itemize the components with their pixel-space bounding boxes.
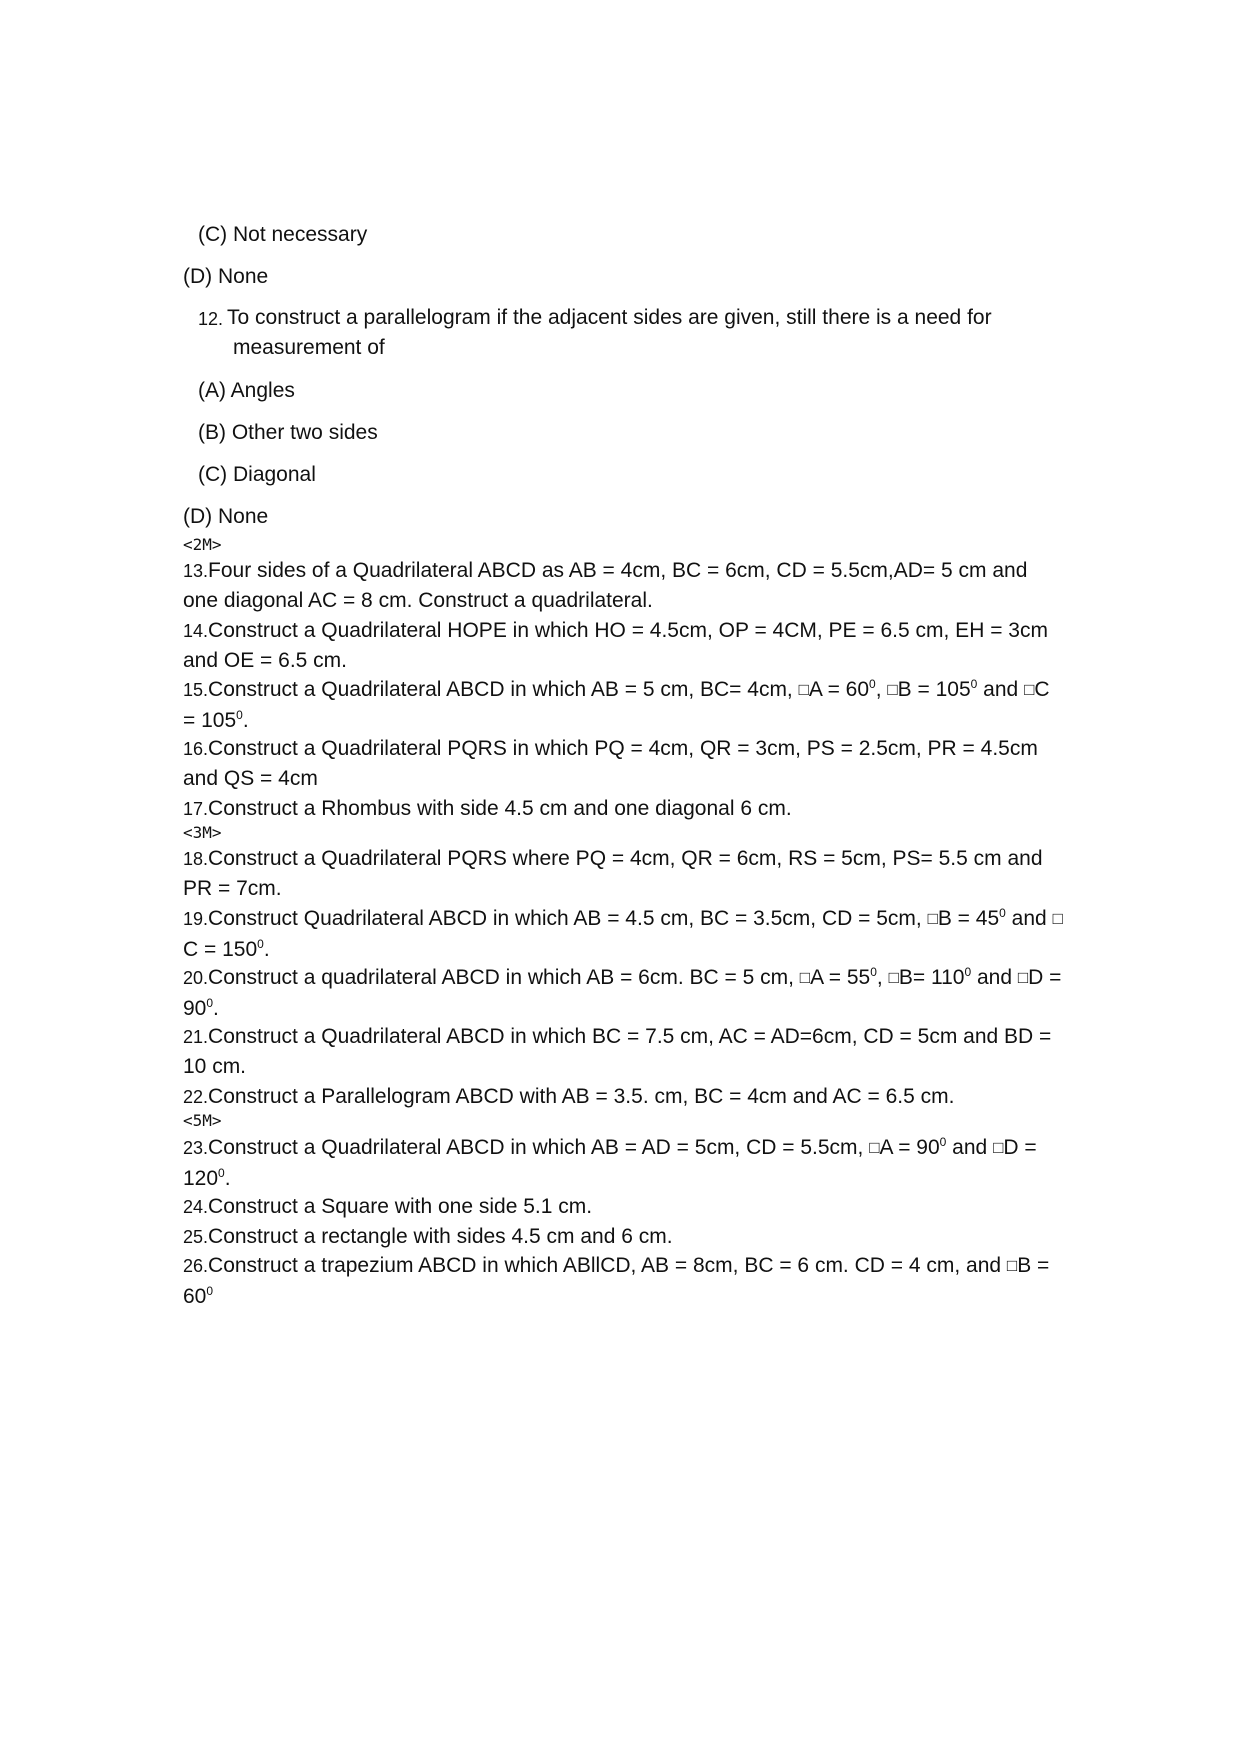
separator: and — [1005, 907, 1053, 930]
degree-superscript: 0 — [970, 677, 978, 691]
angle-symbol-icon: □ — [1017, 968, 1029, 987]
question-16 — [183, 734, 1063, 794]
marks-label-3m: <3M> — [183, 823, 222, 842]
question-text: Construct Quadrilateral ABCD in which AB = 4.5 cm, BC = 3.5cm, CD = 5cm, — [208, 907, 928, 930]
question-text: Construct a Square with one side 5.1 cm. — [208, 1195, 593, 1218]
question-number: 15. — [183, 680, 209, 700]
angle-symbol-icon: □ — [798, 680, 809, 699]
separator: . — [224, 1167, 231, 1190]
question-number: 23. — [183, 1138, 209, 1158]
question-13 — [183, 556, 1063, 616]
angle-symbol-icon: □ — [888, 968, 899, 987]
question-12-number: 12. — [198, 309, 224, 329]
question-number: 18. — [183, 849, 209, 869]
question-number: 17. — [183, 799, 209, 819]
marks-label-5m: <5M> — [183, 1111, 222, 1130]
angle-value: B = 105 — [897, 678, 971, 701]
degree-superscript: 0 — [869, 677, 876, 691]
question-text: Construct a Parallelogram ABCD with AB = 3.5. cm, BC = 4cm and AC = 6.5 cm. — [208, 1085, 955, 1108]
question-number: 20. — [183, 968, 209, 988]
angle-value: A = 55 — [810, 966, 871, 989]
angle-value: B = 60 — [183, 1254, 1050, 1308]
question-text: Construct a Quadrilateral PQRS in which PQ = 4cm, QR = 3cm, PS = 2.5cm, PR = 4.5cm and QS = 4cm — [183, 737, 1038, 790]
question-18 — [183, 844, 1063, 904]
question-15 — [183, 675, 1063, 736]
question-12-line2: measurement of — [233, 336, 385, 359]
question-number: 16. — [183, 739, 209, 759]
question-text: Construct a trapezium ABCD in which ABllCD, AB = 8cm, BC = 6 cm. CD = 4 cm, and — [208, 1254, 1007, 1277]
separator: . — [242, 709, 249, 732]
q12-option-b: (B) Other two sides — [198, 421, 378, 444]
degree-superscript: 0 — [999, 906, 1006, 920]
q12-option-c: (C) Diagonal — [198, 463, 316, 486]
angle-value: A = 90 — [879, 1136, 940, 1159]
question-12-line1: To construct a parallelogram if the adjacent sides are given, still there is a need for — [227, 306, 992, 329]
angle-value: A = 60 — [808, 678, 870, 701]
degree-superscript: 0 — [964, 965, 972, 979]
question-19 — [183, 904, 1063, 965]
question-text: Construct a Rhombus with side 4.5 cm and one diagonal 6 cm. — [208, 797, 792, 820]
question-number: 26. — [183, 1256, 209, 1276]
q12-option-a: (A) Angles — [198, 379, 295, 402]
degree-superscript: 0 — [218, 1166, 225, 1180]
question-text: Construct a Quadrilateral HOPE in which HO = 4.5cm, OP = 4CM, PE = 6.5 cm, EH = 3cm and OE = 6.5 cm. — [183, 619, 1048, 672]
question-number: 22. — [183, 1087, 209, 1107]
degree-superscript: 0 — [236, 708, 243, 722]
degree-superscript: 0 — [206, 996, 214, 1010]
question-26 — [183, 1251, 1063, 1312]
question-14 — [183, 616, 1063, 676]
angle-value: B = 45 — [937, 907, 1000, 930]
separator: and — [971, 966, 1018, 989]
separator: , — [875, 678, 888, 701]
question-23 — [183, 1133, 1063, 1194]
degree-superscript: 0 — [870, 965, 877, 979]
degree-superscript: 0 — [206, 1284, 214, 1298]
degree-superscript: 0 — [257, 937, 264, 951]
option-d-none: (D) None — [183, 265, 269, 288]
separator: , — [876, 966, 889, 989]
question-21 — [183, 1022, 1063, 1082]
angle-symbol-icon: □ — [799, 968, 811, 987]
angle-symbol-icon: □ — [1052, 909, 1063, 928]
question-text: Construct a Quadrilateral ABCD in which AB = 5 cm, BC= 4cm, — [208, 678, 799, 701]
question-text: Construct a Quadrilateral PQRS where PQ = 4cm, QR = 6cm, RS = 5cm, PS= 5.5 cm and PR = 7cm. — [183, 847, 1043, 900]
question-text: Construct a Quadrilateral ABCD in which BC = 7.5 cm, AC = AD=6cm, CD = 5cm and BD = 10 cm. — [183, 1025, 1052, 1078]
question-17 — [183, 794, 1063, 824]
angle-value: B= 110 — [898, 966, 965, 989]
question-24 — [183, 1192, 1063, 1222]
angle-symbol-icon: □ — [869, 1138, 880, 1157]
question-number: 24. — [183, 1197, 209, 1217]
option-c-not-necessary: (C) Not necessary — [198, 223, 368, 246]
separator: . — [263, 938, 270, 961]
question-text: Construct a Quadrilateral ABCD in which AB = AD = 5cm, CD = 5.5cm, — [208, 1136, 870, 1159]
angle-symbol-icon: □ — [887, 680, 898, 699]
question-text: Construct a rectangle with sides 4.5 cm and 6 cm. — [208, 1225, 673, 1248]
separator: and — [946, 1136, 994, 1159]
question-number: 19. — [183, 909, 209, 929]
question-22 — [183, 1082, 1063, 1112]
separator: . — [213, 997, 219, 1020]
question-text: Construct a quadrilateral ABCD in which AB = 6cm. BC = 5 cm, — [208, 966, 800, 989]
angle-symbol-icon: □ — [1024, 680, 1035, 699]
angle-value: D = 120 — [183, 1136, 1037, 1190]
angle-symbol-icon: □ — [993, 1138, 1004, 1157]
angle-value: D = 90 — [183, 966, 1062, 1020]
angle-value: C = 150 — [183, 938, 258, 961]
marks-label-2m: <2M> — [183, 535, 222, 554]
q12-option-d: (D) None — [183, 505, 269, 528]
degree-superscript: 0 — [939, 1135, 947, 1149]
separator: and — [977, 678, 1025, 701]
question-number: 13. — [183, 561, 209, 581]
question-number: 25. — [183, 1227, 209, 1247]
angle-symbol-icon: □ — [927, 909, 938, 928]
question-text: Four sides of a Quadrilateral ABCD as AB = 4cm, BC = 6cm, CD = 5.5cm,AD= 5 cm and one diagonal AC = 8 cm. Construct a quadrilateral. — [183, 559, 1028, 612]
question-number: 14. — [183, 621, 209, 641]
question-25 — [183, 1222, 1063, 1252]
angle-symbol-icon: □ — [1006, 1256, 1018, 1275]
question-number: 21. — [183, 1027, 209, 1047]
angle-value: C = 105 — [183, 678, 1050, 732]
question-20 — [183, 963, 1063, 1024]
